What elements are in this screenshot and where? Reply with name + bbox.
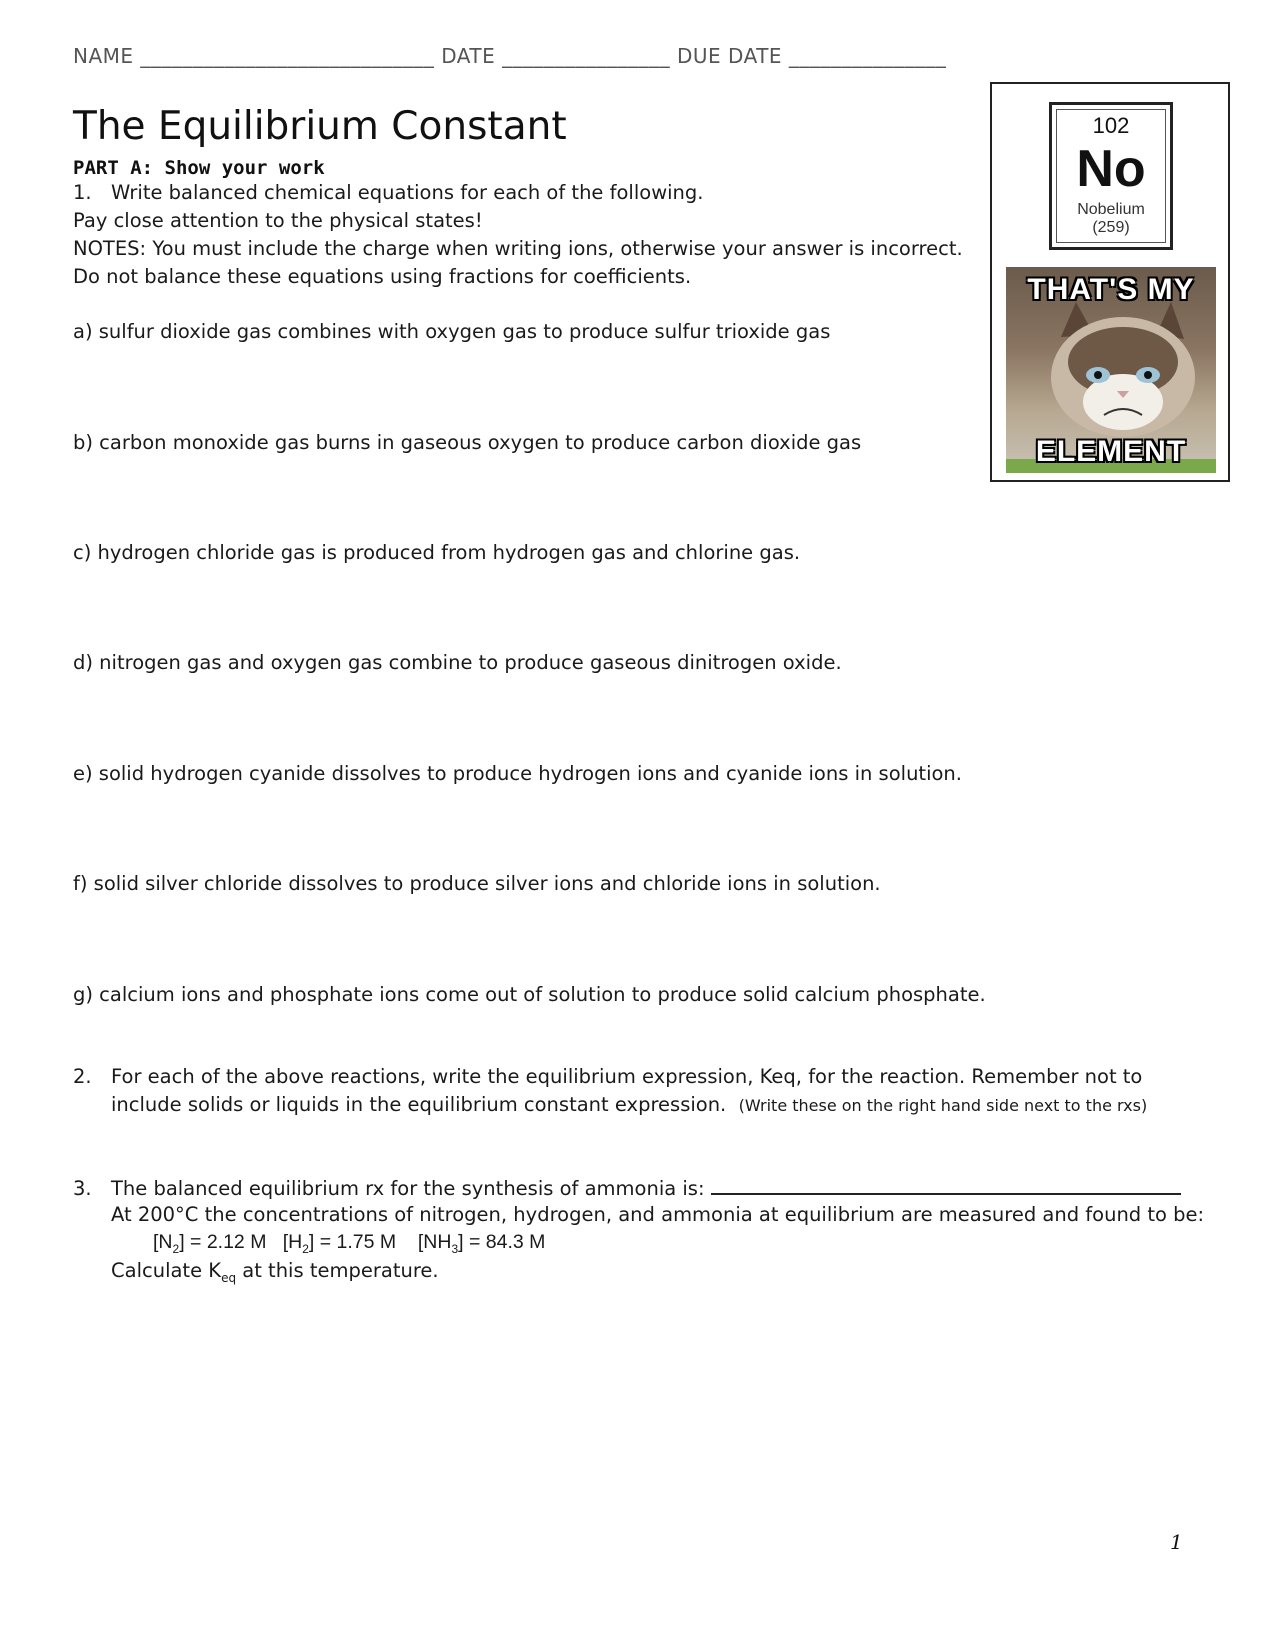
q1-item-a: a) sulfur dioxide gas combines with oxygen gas to produce sulfur trioxide gas <box>73 320 831 343</box>
question-1 <box>73 181 704 204</box>
n2-label: [N <box>153 1231 173 1253</box>
question-number: 3. <box>73 1177 92 1200</box>
element-meme-panel <box>990 82 1230 482</box>
q1-item-c: c) hydrogen chloride gas is produced from hydrogen gas and chlorine gas. <box>73 541 801 564</box>
q1-notes: NOTES: You must include the charge when writing ions, otherwise your answer is incorrect. <box>73 237 963 260</box>
q2-text: include solids or liquids in the equilibrium constant expression. <box>111 1093 727 1116</box>
q1-line-2: Pay close attention to the physical states! <box>73 209 483 232</box>
q2-line-2 <box>111 1093 1147 1116</box>
q1-item-f: f) solid silver chloride dissolves to produce silver ions and chloride ions in solution. <box>73 872 881 895</box>
question-text: Write balanced chemical equations for each of the following. <box>111 181 704 204</box>
element-name: Nobelium <box>1077 201 1145 218</box>
question-2 <box>73 1065 1142 1088</box>
q1-item-g: g) calcium ions and phosphate ions come out of solution to produce solid calcium phosphate. <box>73 983 986 1006</box>
nh3-label: [NH <box>417 1231 452 1253</box>
calc-keq-text: Calculate K <box>111 1259 222 1282</box>
element-symbol: No <box>1076 140 1146 198</box>
question-text: For each of the above reactions, write the equilibrium expression, Keq, for the reaction. Remember not to <box>111 1065 1143 1088</box>
atomic-mass: (259) <box>1092 219 1130 236</box>
element-tile <box>1049 102 1173 250</box>
nh3-subscript: 3 <box>451 1241 459 1256</box>
page-title: The Equilibrium Constant <box>73 104 567 149</box>
atomic-number: 102 <box>1092 113 1130 138</box>
nh3-value: ] = 84.3 M <box>458 1231 546 1253</box>
name-date-header: NAME ____________________________ DATE ________________ DUE DATE _______________ <box>73 44 947 68</box>
calc-keq-text-end: at this temperature. <box>236 1259 439 1282</box>
q3-line-4 <box>111 1259 439 1285</box>
keq-subscript: eq <box>221 1270 237 1285</box>
question-3 <box>73 1175 1181 1200</box>
question-text: The balanced equilibrium rx for the synthesis of ammonia is: <box>111 1177 705 1200</box>
meme-top-caption: THAT'S MY <box>1027 273 1195 306</box>
grumpy-cat-meme-image <box>1006 267 1216 473</box>
meme-bottom-caption: ELEMENT <box>1035 435 1187 468</box>
h2-subscript: 2 <box>302 1241 309 1256</box>
q3-line-2: At 200°C the concentrations of nitrogen, hydrogen, and ammonia at equilibrium are measured and found to be: <box>111 1203 1205 1226</box>
q2-note: (Write these on the right hand side next to the rxs) <box>738 1096 1148 1115</box>
n2-subscript: 2 <box>172 1241 180 1256</box>
n2-value: ] = 2.12 M <box>179 1231 267 1253</box>
q3-concentrations <box>153 1231 545 1256</box>
part-a-label: PART A: Show your work <box>73 157 325 179</box>
question-number: 1. <box>73 181 92 204</box>
answer-blank-line[interactable] <box>711 1175 1181 1195</box>
q1-item-e: e) solid hydrogen cyanide dissolves to produce hydrogen ions and cyanide ions in solution. <box>73 762 962 785</box>
q1-item-b: b) carbon monoxide gas burns in gaseous oxygen to produce carbon dioxide gas <box>73 431 862 454</box>
q1-item-d: d) nitrogen gas and oxygen gas combine to produce gaseous dinitrogen oxide. <box>73 651 842 674</box>
h2-value: ] = 1.75 M <box>308 1231 397 1253</box>
h2-label: [H <box>282 1231 303 1253</box>
q1-line-4: Do not balance these equations using fractions for coefficients. <box>73 265 692 288</box>
page-number: 1 <box>1170 1530 1183 1554</box>
question-number: 2. <box>73 1065 92 1088</box>
